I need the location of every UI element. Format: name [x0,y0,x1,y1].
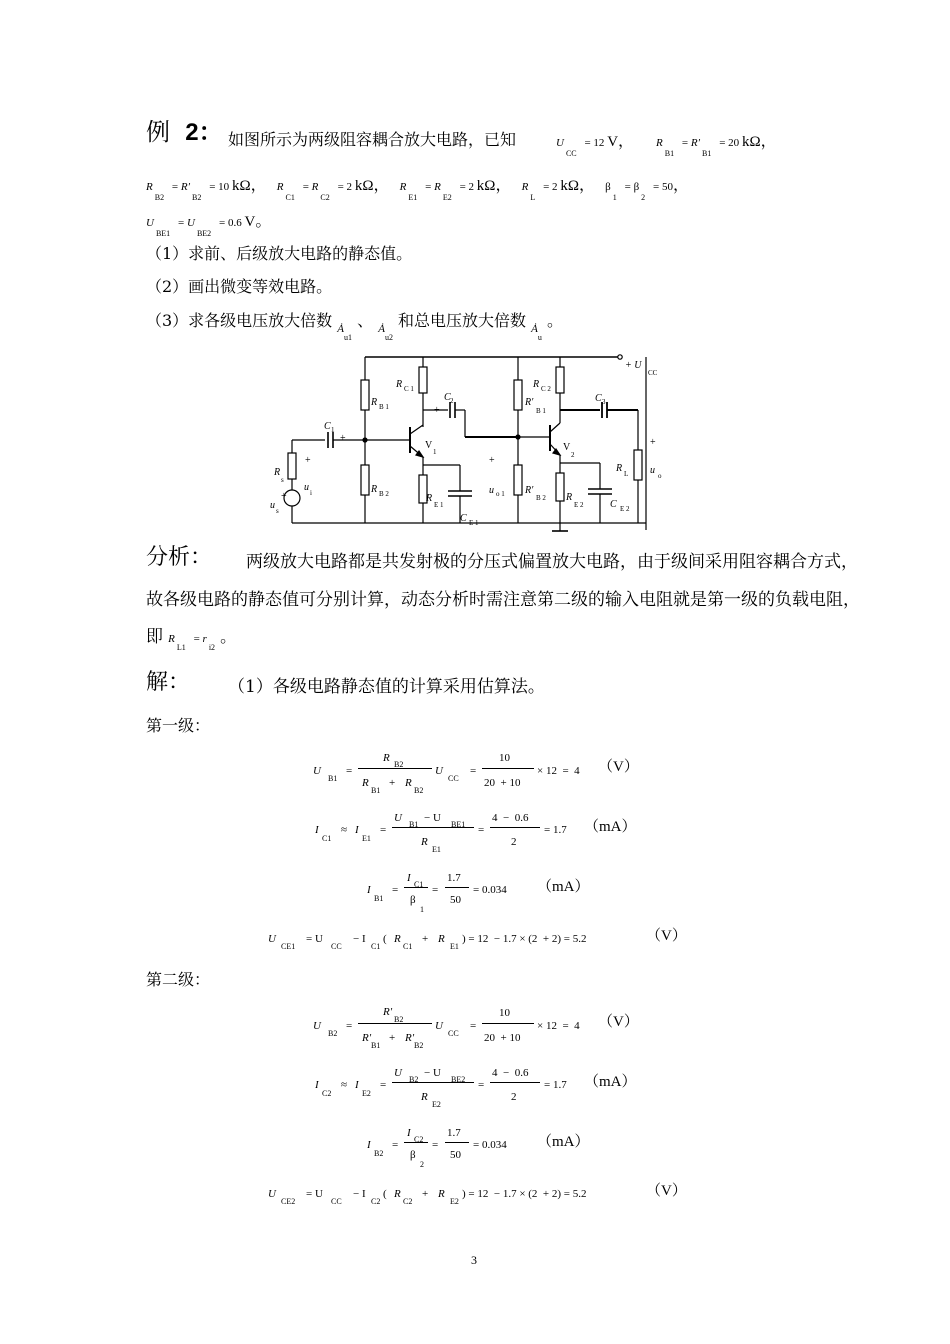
unit-ma: （mA） [537,1134,590,1150]
svg-text:B 1: B 1 [536,407,546,415]
svg-text:i: i [310,489,312,497]
circuit-diagram [260,345,680,540]
unit-ma: （mA） [537,879,590,895]
solution-step-1: （1）各级电路静态值的计算采用估算法。 [228,677,545,697]
unit-v: （V） [598,1014,639,1030]
page-number: 3 [471,1253,477,1267]
unit-ma: （mA） [584,1074,637,1090]
svg-text:R: R [566,492,573,503]
given-rb1: R $_{B1}$ = R′ $_{B1}$ = 20 kΩ， [656,131,777,158]
svg-text:C: C [324,421,331,432]
example-intro: 如图所示为两级阻容耦合放大电路，已知 [228,130,517,149]
unit-v: （V） [646,928,687,944]
svg-text:L: L [624,470,629,478]
svg-text:+: + [489,455,495,466]
svg-text:u: u [650,465,655,476]
svg-text:R: R [371,397,378,408]
svg-text:R: R [616,463,623,474]
question-3-part-a: （3）求各级电压放大倍数 [146,311,333,330]
svg-text:u: u [270,500,275,511]
question-3-end: 。 [546,311,563,330]
svg-text:C: C [610,499,617,510]
analysis-text-2: 故各级电路的静态值可分别计算，动态分析时需注意第二级的输入电阻就是第一级的负载电阻， [146,590,860,610]
svg-text:R: R [426,493,433,504]
svg-text:o 1: o 1 [496,490,505,498]
svg-text:+ U: + U [625,360,642,371]
svg-text:C 2: C 2 [541,385,551,393]
svg-text:+: + [340,433,346,444]
svg-text:C: C [595,393,602,404]
svg-text:B 2: B 2 [536,494,546,502]
svg-text:+: + [305,455,311,466]
example-number: 2： [185,119,223,146]
stage-1-heading: 第一级： [146,716,211,735]
svg-text:+: + [650,437,656,448]
svg-text:1: 1 [433,448,437,456]
solution-label: 解： [146,670,191,695]
svg-text:2: 2 [571,451,575,459]
svg-text:E 1: E 1 [469,519,479,527]
svg-text:+: + [281,491,287,502]
unit-ma: （mA） [584,819,637,835]
example-label: 例 [146,118,170,146]
unit-v: （V） [598,759,639,775]
analysis-text-1: 两级放大电路都是共发射极的分压式偏置放大电路，由于级间采用阻容耦合方式， [246,552,858,572]
svg-text:o: o [658,472,662,480]
svg-text:u: u [304,482,309,493]
given-line3: U $_{BE1}$ = U $_{BE2}$ = 0.6 V。 [146,211,272,238]
svg-text:R′: R′ [525,397,534,408]
svg-text:R: R [533,379,540,390]
svg-text:R′: R′ [525,485,534,496]
analysis-text-3: 即 R $_{L1}$ = r $_{i2}$ 。 [146,627,237,652]
svg-text:u: u [489,485,494,496]
svg-text:B 1: B 1 [379,403,389,411]
question-3: （3）求各级电压放大倍数 $_{Ȧu1}$ 、 $_{Ȧu2}$ 和总电压放大倍数 $_{Ȧu}$ 。 [146,311,563,342]
question-3-part-b: 和总电压放大倍数 [398,311,527,330]
svg-text:R: R [396,379,403,390]
svg-text:E 2: E 2 [574,501,584,509]
given-line2: R $_{B2}$ = R′ $_{B2}$ = 10 kΩ， R $_{C1}$ = R $_{C2}$ = 2 kΩ， R $_{E1}$ = R $_{E2}$ = 2 kΩ， R $_L$ = 2 kΩ， β $_1$ = β $_2$ = 50， [146,175,689,202]
svg-text:3: 3 [602,398,606,406]
svg-text:R: R [371,484,378,495]
svg-text:E 1: E 1 [434,501,444,509]
svg-text:2: 2 [450,397,454,405]
example-heading [146,112,223,147]
svg-text:R: R [274,467,281,478]
svg-text:1: 1 [331,426,335,434]
svg-text:CC: CC [648,369,658,377]
svg-text:C 1: C 1 [404,385,414,393]
stage-2-heading: 第二级： [146,970,211,989]
svg-text:s: s [276,507,279,515]
question-2: （2）画出微变等效电路。 [146,277,333,296]
analysis-text-3-prefix: 即 [146,627,163,647]
svg-text:C: C [460,513,467,524]
unit-v: （V） [646,1183,687,1199]
svg-text:C: C [444,392,451,403]
svg-text:+: + [434,405,440,416]
svg-text:s: s [281,476,284,484]
given-ucc: U $_{CC}$ = 12 V， [556,131,635,158]
analysis-label: 分析： [146,545,213,570]
question-3-sep: 、 [357,311,374,330]
svg-text:V: V [425,440,433,451]
svg-text:B 2: B 2 [379,490,389,498]
analysis-text-3-end: 。 [220,627,237,646]
question-1: （1）求前、后级放大电路的静态值。 [146,244,413,263]
svg-text:E 2: E 2 [620,505,630,513]
svg-text:V: V [563,442,571,453]
